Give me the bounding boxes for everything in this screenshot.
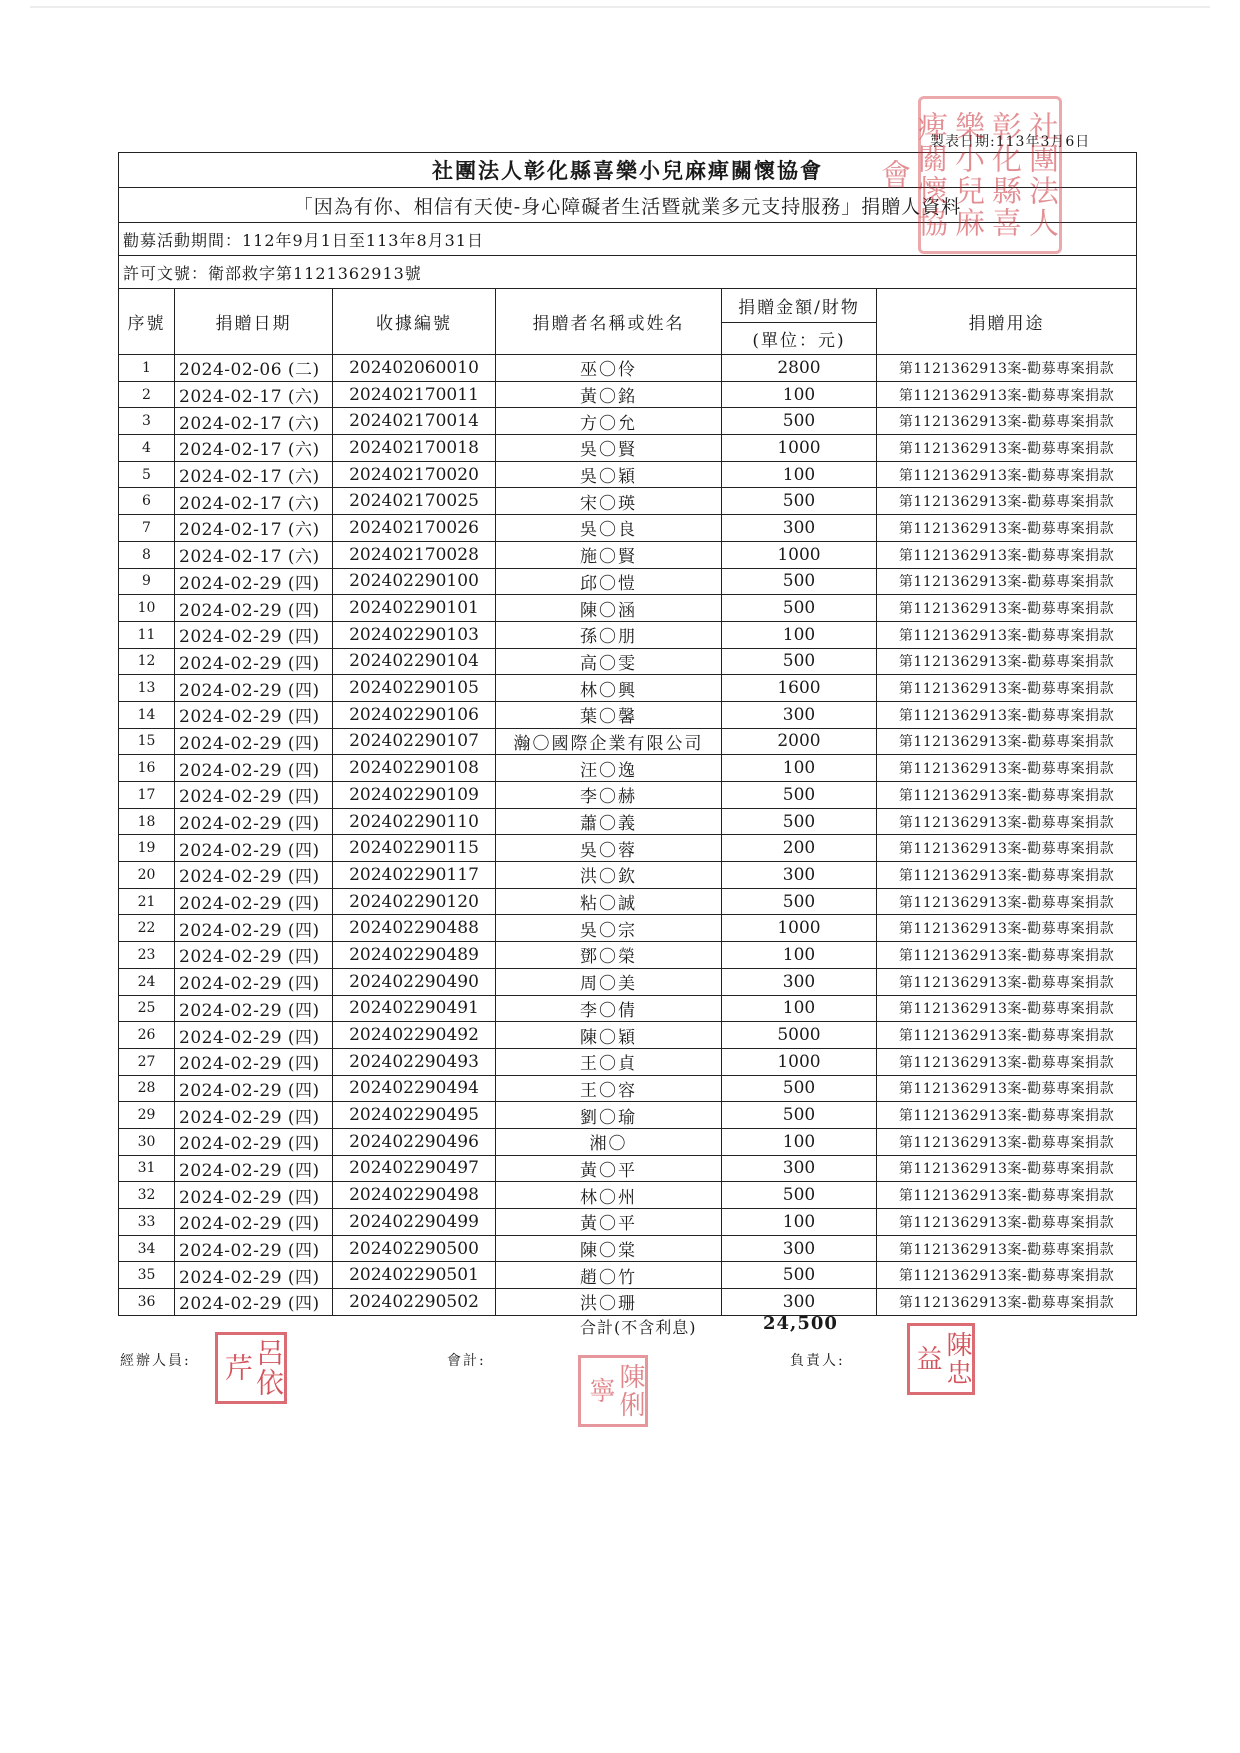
cell-donor: 洪〇欽 — [496, 862, 722, 889]
cell-seq: 8 — [119, 541, 175, 568]
cell-receipt: 202402290109 — [333, 782, 496, 809]
cell-seq: 21 — [119, 888, 175, 915]
cell-use: 第1121362913案-勸募專案捐款 — [877, 515, 1137, 542]
table-row — [119, 968, 1137, 995]
header-use: 捐贈用途 — [877, 289, 1137, 355]
cell-date: 2024-02-29 (四) — [175, 701, 333, 728]
cell-use: 第1121362913案-勸募專案捐款 — [877, 835, 1137, 862]
cell-amount: 500 — [722, 488, 877, 515]
cell-seq: 30 — [119, 1128, 175, 1155]
cell-date: 2024-02-29 (四) — [175, 835, 333, 862]
cell-receipt: 202402290494 — [333, 1075, 496, 1102]
cell-receipt: 202402290499 — [333, 1209, 496, 1236]
cell-date: 2024-02-17 (六) — [175, 541, 333, 568]
table-row — [119, 648, 1137, 675]
cell-seq: 20 — [119, 862, 175, 889]
table-row — [119, 408, 1137, 435]
cell-date: 2024-02-29 (四) — [175, 1182, 333, 1209]
cell-amount: 300 — [722, 701, 877, 728]
cell-receipt: 202402170025 — [333, 488, 496, 515]
cell-amount: 300 — [722, 968, 877, 995]
cell-date: 2024-02-29 (四) — [175, 1022, 333, 1049]
cell-seq: 17 — [119, 782, 175, 809]
cell-receipt: 202402290117 — [333, 862, 496, 889]
donor-rows — [119, 355, 1137, 1316]
cell-receipt: 202402290110 — [333, 808, 496, 835]
table-row — [119, 461, 1137, 488]
table-row — [119, 1155, 1137, 1182]
cell-seq: 33 — [119, 1209, 175, 1236]
donor-sheet — [118, 152, 1136, 1316]
cell-date: 2024-02-29 (四) — [175, 755, 333, 782]
cell-donor: 洪〇珊 — [496, 1289, 722, 1316]
cell-amount: 500 — [722, 808, 877, 835]
cell-date: 2024-02-29 (四) — [175, 862, 333, 889]
cell-donor: 劉〇瑜 — [496, 1102, 722, 1129]
cell-date: 2024-02-17 (六) — [175, 488, 333, 515]
cell-donor: 吳〇穎 — [496, 461, 722, 488]
cell-date: 2024-02-29 (四) — [175, 1262, 333, 1289]
cell-receipt: 202402290115 — [333, 835, 496, 862]
cell-receipt: 202402060010 — [333, 355, 496, 382]
cell-use: 第1121362913案-勸募專案捐款 — [877, 1022, 1137, 1049]
table-row — [119, 568, 1137, 595]
table-row — [119, 595, 1137, 622]
cell-amount: 500 — [722, 595, 877, 622]
cell-date: 2024-02-29 (四) — [175, 942, 333, 969]
cell-receipt: 202402170020 — [333, 461, 496, 488]
cell-amount: 300 — [722, 862, 877, 889]
cell-use: 第1121362913案-勸募專案捐款 — [877, 808, 1137, 835]
cell-seq: 13 — [119, 675, 175, 702]
cell-use: 第1121362913案-勸募專案捐款 — [877, 1048, 1137, 1075]
cell-donor: 王〇貞 — [496, 1048, 722, 1075]
cell-amount: 300 — [722, 515, 877, 542]
cell-seq: 24 — [119, 968, 175, 995]
campaign-period: 勸募活動期間：112年9月1日至113年8月31日 — [119, 223, 1137, 256]
cell-receipt: 202402290488 — [333, 915, 496, 942]
cell-use: 第1121362913案-勸募專案捐款 — [877, 1182, 1137, 1209]
cell-date: 2024-02-29 (四) — [175, 1209, 333, 1236]
cell-amount: 300 — [722, 1289, 877, 1316]
cell-receipt: 202402170026 — [333, 515, 496, 542]
cell-use: 第1121362913案-勸募專案捐款 — [877, 862, 1137, 889]
cell-receipt: 202402290108 — [333, 755, 496, 782]
table-row — [119, 755, 1137, 782]
cell-amount: 500 — [722, 888, 877, 915]
cell-receipt: 202402290107 — [333, 728, 496, 755]
cell-donor: 吳〇賢 — [496, 435, 722, 462]
cell-receipt: 202402290498 — [333, 1182, 496, 1209]
cell-seq: 7 — [119, 515, 175, 542]
table-row — [119, 435, 1137, 462]
cell-amount: 500 — [722, 1102, 877, 1129]
cell-donor: 宋〇瑛 — [496, 488, 722, 515]
cell-amount: 500 — [722, 568, 877, 595]
responsible-label: 負責人: — [790, 1353, 845, 1369]
cell-seq: 35 — [119, 1262, 175, 1289]
cell-seq: 6 — [119, 488, 175, 515]
cell-receipt: 202402290492 — [333, 1022, 496, 1049]
cell-seq: 26 — [119, 1022, 175, 1049]
cell-seq: 34 — [119, 1235, 175, 1262]
cell-seq: 23 — [119, 942, 175, 969]
cell-receipt: 202402290103 — [333, 621, 496, 648]
cell-seq: 22 — [119, 915, 175, 942]
cell-amount: 300 — [722, 1235, 877, 1262]
accounting-stamp: 陳俐寧 — [578, 1355, 648, 1427]
donor-table — [118, 152, 1137, 1316]
header-donor: 捐贈者名稱或姓名 — [496, 289, 722, 355]
cell-donor: 陳〇穎 — [496, 1022, 722, 1049]
cell-donor: 吳〇良 — [496, 515, 722, 542]
cell-use: 第1121362913案-勸募專案捐款 — [877, 968, 1137, 995]
cell-date: 2024-02-29 (四) — [175, 968, 333, 995]
table-row — [119, 621, 1137, 648]
cell-amount: 500 — [722, 1262, 877, 1289]
cell-use: 第1121362913案-勸募專案捐款 — [877, 728, 1137, 755]
cell-date: 2024-02-17 (六) — [175, 435, 333, 462]
cell-date: 2024-02-06 (二) — [175, 355, 333, 382]
cell-seq: 10 — [119, 595, 175, 622]
table-row — [119, 942, 1137, 969]
cell-seq: 15 — [119, 728, 175, 755]
cell-date: 2024-02-29 (四) — [175, 782, 333, 809]
cell-use: 第1121362913案-勸募專案捐款 — [877, 888, 1137, 915]
cell-receipt: 202402290106 — [333, 701, 496, 728]
cell-seq: 28 — [119, 1075, 175, 1102]
cell-use: 第1121362913案-勸募專案捐款 — [877, 435, 1137, 462]
cell-seq: 2 — [119, 381, 175, 408]
cell-date: 2024-02-29 (四) — [175, 1048, 333, 1075]
cell-date: 2024-02-29 (四) — [175, 648, 333, 675]
cell-use: 第1121362913案-勸募專案捐款 — [877, 648, 1137, 675]
cell-date: 2024-02-29 (四) — [175, 1235, 333, 1262]
table-row — [119, 675, 1137, 702]
cell-amount: 500 — [722, 782, 877, 809]
cell-amount: 1000 — [722, 435, 877, 462]
cell-donor: 林〇州 — [496, 1182, 722, 1209]
cell-use: 第1121362913案-勸募專案捐款 — [877, 995, 1137, 1022]
table-row — [119, 782, 1137, 809]
header-receipt: 收據編號 — [333, 289, 496, 355]
table-row — [119, 728, 1137, 755]
cell-donor: 孫〇朋 — [496, 621, 722, 648]
cell-seq: 4 — [119, 435, 175, 462]
cell-donor: 李〇赫 — [496, 782, 722, 809]
cell-donor: 方〇允 — [496, 408, 722, 435]
table-row — [119, 995, 1137, 1022]
cell-seq: 11 — [119, 621, 175, 648]
cell-date: 2024-02-17 (六) — [175, 408, 333, 435]
cell-use: 第1121362913案-勸募專案捐款 — [877, 755, 1137, 782]
cell-donor: 吳〇宗 — [496, 915, 722, 942]
cell-seq: 5 — [119, 461, 175, 488]
total-value: 24,500 — [763, 1313, 838, 1334]
cell-use: 第1121362913案-勸募專案捐款 — [877, 621, 1137, 648]
cell-amount: 500 — [722, 1075, 877, 1102]
cell-receipt: 202402290100 — [333, 568, 496, 595]
cell-use: 第1121362913案-勸募專案捐款 — [877, 1262, 1137, 1289]
table-row — [119, 835, 1137, 862]
cell-seq: 27 — [119, 1048, 175, 1075]
cell-date: 2024-02-29 (四) — [175, 1102, 333, 1129]
cell-date: 2024-02-29 (四) — [175, 808, 333, 835]
cell-receipt: 202402170011 — [333, 381, 496, 408]
cell-receipt: 202402290491 — [333, 995, 496, 1022]
cell-amount: 200 — [722, 835, 877, 862]
cell-donor: 施〇賢 — [496, 541, 722, 568]
cell-donor: 陳〇棠 — [496, 1235, 722, 1262]
cell-receipt: 202402290495 — [333, 1102, 496, 1129]
cell-amount: 100 — [722, 1128, 877, 1155]
cell-receipt: 202402290120 — [333, 888, 496, 915]
cell-amount: 500 — [722, 408, 877, 435]
table-row — [119, 1262, 1137, 1289]
cell-seq: 1 — [119, 355, 175, 382]
cell-seq: 31 — [119, 1155, 175, 1182]
cell-donor: 葉〇馨 — [496, 701, 722, 728]
cell-date: 2024-02-17 (六) — [175, 381, 333, 408]
cell-amount: 1600 — [722, 675, 877, 702]
total-label: 合計(不含利息) — [580, 1318, 697, 1337]
cell-amount: 500 — [722, 1182, 877, 1209]
cell-donor: 趙〇竹 — [496, 1262, 722, 1289]
table-row — [119, 862, 1137, 889]
cell-use: 第1121362913案-勸募專案捐款 — [877, 1289, 1137, 1316]
cell-donor: 林〇興 — [496, 675, 722, 702]
cell-use: 第1121362913案-勸募專案捐款 — [877, 782, 1137, 809]
table-row — [119, 541, 1137, 568]
header-unit: (單位：元) — [722, 323, 877, 355]
cell-date: 2024-02-29 (四) — [175, 568, 333, 595]
cell-donor: 黃〇平 — [496, 1155, 722, 1182]
cell-use: 第1121362913案-勸募專案捐款 — [877, 915, 1137, 942]
cell-seq: 3 — [119, 408, 175, 435]
cell-use: 第1121362913案-勸募專案捐款 — [877, 541, 1137, 568]
table-row — [119, 1048, 1137, 1075]
table-row — [119, 808, 1137, 835]
cell-receipt: 202402290496 — [333, 1128, 496, 1155]
cell-receipt: 202402290493 — [333, 1048, 496, 1075]
cell-seq: 9 — [119, 568, 175, 595]
cell-receipt: 202402290490 — [333, 968, 496, 995]
cell-amount: 2800 — [722, 355, 877, 382]
cell-donor: 粘〇誠 — [496, 888, 722, 915]
cell-donor: 吳〇蓉 — [496, 835, 722, 862]
cell-seq: 32 — [119, 1182, 175, 1209]
cell-donor: 周〇美 — [496, 968, 722, 995]
handler-label: 經辦人員: — [120, 1353, 191, 1369]
cell-receipt: 202402170018 — [333, 435, 496, 462]
made-date: 製表日期:113年3月6日 — [930, 134, 1091, 150]
cell-date: 2024-02-29 (四) — [175, 728, 333, 755]
cell-receipt: 202402290104 — [333, 648, 496, 675]
cell-amount: 2000 — [722, 728, 877, 755]
cell-use: 第1121362913案-勸募專案捐款 — [877, 1075, 1137, 1102]
cell-amount: 1000 — [722, 915, 877, 942]
table-row — [119, 1235, 1137, 1262]
cell-receipt: 202402170014 — [333, 408, 496, 435]
cell-use: 第1121362913案-勸募專案捐款 — [877, 1155, 1137, 1182]
table-row — [119, 1209, 1137, 1236]
cell-donor: 李〇倩 — [496, 995, 722, 1022]
cell-amount: 100 — [722, 461, 877, 488]
cell-donor: 高〇雯 — [496, 648, 722, 675]
cell-date: 2024-02-29 (四) — [175, 595, 333, 622]
cell-date: 2024-02-29 (四) — [175, 1155, 333, 1182]
table-row — [119, 915, 1137, 942]
cell-amount: 100 — [722, 942, 877, 969]
cell-seq: 16 — [119, 755, 175, 782]
cell-amount: 1000 — [722, 541, 877, 568]
table-row — [119, 1102, 1137, 1129]
cell-date: 2024-02-29 (四) — [175, 1289, 333, 1316]
cell-receipt: 202402290105 — [333, 675, 496, 702]
table-row — [119, 1182, 1137, 1209]
cell-receipt: 202402290497 — [333, 1155, 496, 1182]
cell-date: 2024-02-29 (四) — [175, 621, 333, 648]
cell-seq: 29 — [119, 1102, 175, 1129]
handler-stamp: 呂依芹 — [215, 1332, 287, 1404]
cell-use: 第1121362913案-勸募專案捐款 — [877, 381, 1137, 408]
accounting-label: 會計: — [447, 1353, 486, 1369]
cell-use: 第1121362913案-勸募專案捐款 — [877, 1209, 1137, 1236]
cell-amount: 100 — [722, 1209, 877, 1236]
cell-date: 2024-02-17 (六) — [175, 515, 333, 542]
table-row — [119, 488, 1137, 515]
cell-amount: 5000 — [722, 1022, 877, 1049]
cell-date: 2024-02-29 (四) — [175, 1128, 333, 1155]
cell-receipt: 202402170028 — [333, 541, 496, 568]
table-row — [119, 1128, 1137, 1155]
cell-seq: 12 — [119, 648, 175, 675]
cell-receipt: 202402290502 — [333, 1289, 496, 1316]
cell-amount: 300 — [722, 1155, 877, 1182]
cell-use: 第1121362913案-勸募專案捐款 — [877, 675, 1137, 702]
cell-receipt: 202402290501 — [333, 1262, 496, 1289]
cell-donor: 黃〇銘 — [496, 381, 722, 408]
cell-seq: 18 — [119, 808, 175, 835]
document-title: 社團法人彰化縣喜樂小兒麻痺關懷協會 — [119, 153, 1137, 188]
cell-use: 第1121362913案-勸募專案捐款 — [877, 1235, 1137, 1262]
cell-use: 第1121362913案-勸募專案捐款 — [877, 1102, 1137, 1129]
cell-seq: 36 — [119, 1289, 175, 1316]
cell-date: 2024-02-29 (四) — [175, 1075, 333, 1102]
scan-edge-line — [30, 6, 1210, 8]
cell-donor: 巫〇伶 — [496, 355, 722, 382]
table-row — [119, 888, 1137, 915]
cell-receipt: 202402290489 — [333, 942, 496, 969]
organization-seal: 社團法人彰化縣喜樂小兒麻痺關懷協會 — [918, 96, 1062, 254]
table-row — [119, 355, 1137, 382]
header-amount: 捐贈金額/財物 — [722, 289, 877, 323]
cell-amount: 1000 — [722, 1048, 877, 1075]
cell-use: 第1121362913案-勸募專案捐款 — [877, 595, 1137, 622]
cell-receipt: 202402290500 — [333, 1235, 496, 1262]
cell-donor: 陳〇涵 — [496, 595, 722, 622]
table-row — [119, 381, 1137, 408]
table-row — [119, 515, 1137, 542]
header-date: 捐贈日期 — [175, 289, 333, 355]
cell-donor: 王〇容 — [496, 1075, 722, 1102]
cell-amount: 100 — [722, 995, 877, 1022]
cell-receipt: 202402290101 — [333, 595, 496, 622]
cell-date: 2024-02-29 (四) — [175, 888, 333, 915]
header-seq: 序號 — [119, 289, 175, 355]
cell-amount: 500 — [722, 648, 877, 675]
cell-amount: 100 — [722, 381, 877, 408]
cell-date: 2024-02-29 (四) — [175, 915, 333, 942]
cell-amount: 100 — [722, 755, 877, 782]
cell-use: 第1121362913案-勸募專案捐款 — [877, 488, 1137, 515]
document-subtitle: 「因為有你、相信有天使-身心障礙者生活暨就業多元支持服務」捐贈人資料 — [119, 188, 1137, 223]
responsible-stamp: 陳忠益 — [907, 1323, 975, 1395]
cell-use: 第1121362913案-勸募專案捐款 — [877, 408, 1137, 435]
table-row — [119, 1075, 1137, 1102]
cell-seq: 14 — [119, 701, 175, 728]
table-row — [119, 1022, 1137, 1049]
cell-use: 第1121362913案-勸募專案捐款 — [877, 1128, 1137, 1155]
cell-seq: 25 — [119, 995, 175, 1022]
cell-use: 第1121362913案-勸募專案捐款 — [877, 355, 1137, 382]
cell-donor: 湘〇 — [496, 1128, 722, 1155]
cell-date: 2024-02-29 (四) — [175, 675, 333, 702]
table-row — [119, 1289, 1137, 1316]
cell-donor: 汪〇逸 — [496, 755, 722, 782]
cell-date: 2024-02-17 (六) — [175, 461, 333, 488]
cell-use: 第1121362913案-勸募專案捐款 — [877, 942, 1137, 969]
cell-use: 第1121362913案-勸募專案捐款 — [877, 461, 1137, 488]
cell-donor: 瀚〇國際企業有限公司 — [496, 728, 722, 755]
cell-use: 第1121362913案-勸募專案捐款 — [877, 568, 1137, 595]
cell-donor: 鄧〇榮 — [496, 942, 722, 969]
cell-amount: 100 — [722, 621, 877, 648]
cell-date: 2024-02-29 (四) — [175, 995, 333, 1022]
cell-donor: 蕭〇義 — [496, 808, 722, 835]
permit-number: 許可文號：衛部救字第1121362913號 — [119, 256, 1137, 289]
cell-donor: 黃〇平 — [496, 1209, 722, 1236]
cell-seq: 19 — [119, 835, 175, 862]
table-row — [119, 701, 1137, 728]
cell-use: 第1121362913案-勸募專案捐款 — [877, 701, 1137, 728]
cell-donor: 邱〇愷 — [496, 568, 722, 595]
